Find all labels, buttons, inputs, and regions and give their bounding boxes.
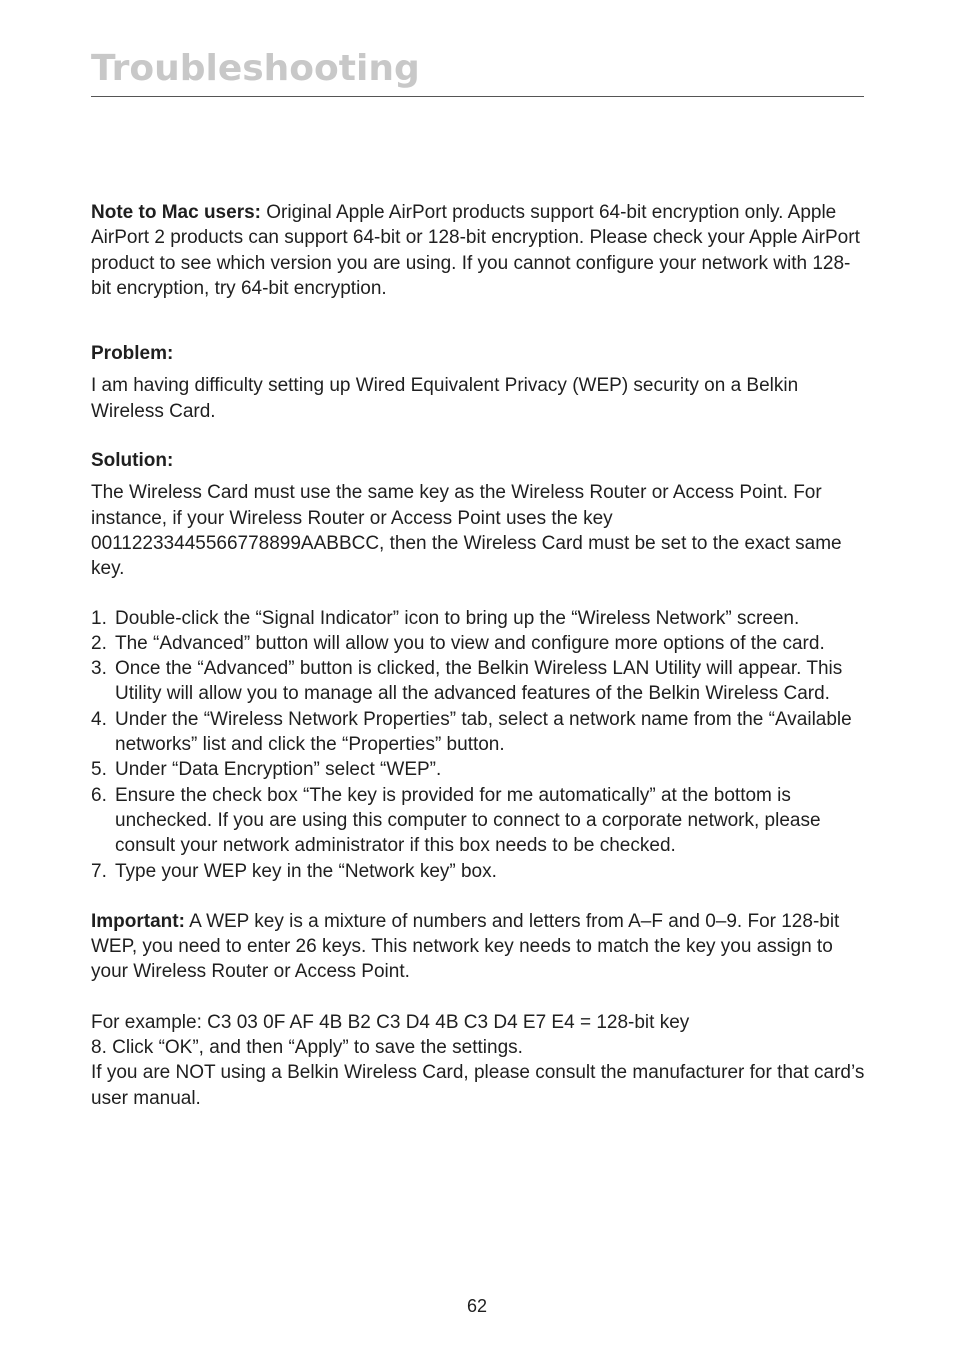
step-text: Once the “Advanced” button is clicked, the Belkin Wireless LAN Utility will appear. This Utility will allow you to manage all the advanced features of the Belkin Wireless Card. (115, 658, 843, 705)
note-text: Original Apple AirPort products support 64-bit encryption only. Apple AirPort 2 products can support 64-bit or 128-bit encryption. Please check your Apple AirPort product to see which version you are using. If you cannot configure your network with 128-bit encryption, try 64-bit encryption. (91, 202, 860, 299)
title-divider (91, 96, 864, 97)
important-note (91, 909, 866, 985)
step-number: 7. (91, 860, 107, 882)
problem-text: I am having difficulty setting up Wired Equivalent Privacy (WEP) security on a Belkin Wireless Card. (91, 375, 799, 422)
important-label: Important: (91, 910, 185, 932)
step-text: The “Advanced” button will allow you to view and configure more options of the card. (115, 632, 825, 654)
step-number: 5. (91, 759, 107, 781)
problem-heading: Problem: (91, 343, 174, 365)
step-number: 4. (91, 708, 107, 730)
step-number: 1. (91, 607, 107, 629)
step-text: Double-click the “Signal Indicator” icon to bring up the “Wireless Network” screen. (115, 607, 800, 629)
step-text: Ensure the check box “The key is provided for me automatically” at the bottom is unchecked. If you are using this computer to connect to a corporate network, please consult your network administrator if this box needs to be checked. (115, 784, 821, 857)
step-number: 3. (91, 658, 107, 680)
solution-steps-list (91, 606, 866, 884)
step-number: 6. (91, 784, 107, 806)
step-item (91, 606, 866, 631)
note-label: Note to Mac users: (91, 202, 261, 223)
step-8-line: 8. Click “OK”, and then “Apply” to save the settings. (91, 1037, 523, 1059)
important-text: A WEP key is a mixture of numbers and letters from A–F and 0–9. For 128-bit WEP, you need to enter 26 keys. This network key needs to match the key you assign to your Wireless Router or Access Point. (91, 910, 840, 983)
step-item (91, 631, 866, 656)
example-key-line: For example: C3 03 0F AF 4B B2 C3 D4 4B C3 D4 E7 E4 = 128-bit key (91, 1011, 690, 1033)
page-title: Troubleshooting (91, 48, 420, 89)
step-item (91, 656, 866, 707)
step-text: Type your WEP key in the “Network key” box. (115, 860, 497, 882)
step-item (91, 707, 866, 758)
step-item (91, 757, 866, 782)
other-card-note: If you are NOT using a Belkin Wireless Card, please consult the manufacturer for that card’s user manual. (91, 1062, 865, 1109)
step-text: Under “Data Encryption” select “WEP”. (115, 759, 442, 781)
page-content (91, 200, 866, 1111)
step-number: 2. (91, 632, 107, 654)
step-item (91, 859, 866, 884)
step-item (91, 783, 866, 859)
solution-text: The Wireless Card must use the same key as the Wireless Router or Access Point. For instance, if your Wireless Router or Access Point uses the key 00112233445566778899AABBCC, then the Wireless Card must be set to the exact same key. (91, 482, 842, 580)
step-text: Under the “Wireless Network Properties” tab, select a network name from the “Available networks” list and click the “Properties” button. (115, 708, 852, 756)
solution-heading: Solution: (91, 450, 174, 472)
page-number: 62 (466, 1296, 488, 1316)
mac-users-note (91, 200, 866, 301)
